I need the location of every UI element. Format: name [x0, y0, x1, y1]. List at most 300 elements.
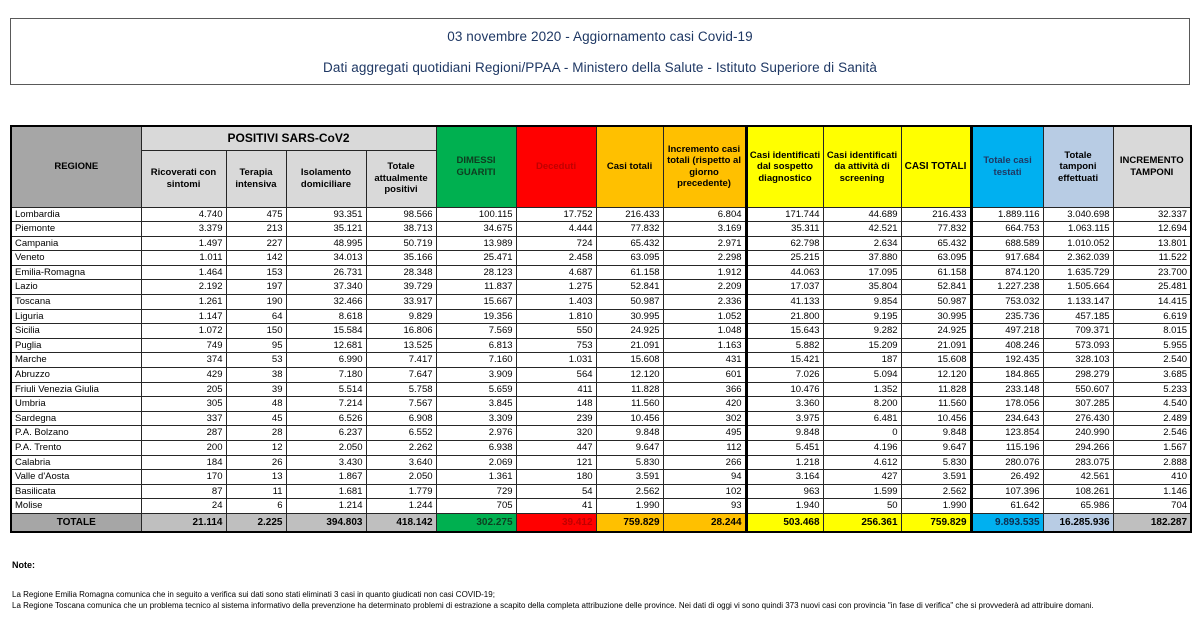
col-header-deceduti: Deceduti [516, 126, 596, 207]
value-cell: 52.841 [901, 280, 971, 295]
value-cell: 1.990 [901, 499, 971, 514]
value-cell: 50.719 [366, 236, 436, 251]
value-cell: 9.195 [823, 309, 901, 324]
value-cell: 2.976 [436, 426, 516, 441]
value-cell: 429 [141, 368, 226, 383]
region-name: Molise [11, 499, 141, 514]
col-header-totale-positivi: Totale attualmente positivi [366, 150, 436, 207]
value-cell: 320 [516, 426, 596, 441]
value-cell: 102 [663, 484, 746, 499]
value-cell: 8.200 [823, 397, 901, 412]
value-cell: 16.806 [366, 324, 436, 339]
value-cell: 107.396 [971, 484, 1043, 499]
value-cell: 12.681 [286, 338, 366, 353]
table-row [11, 207, 1191, 222]
value-cell: 2.209 [663, 280, 746, 295]
value-cell: 5.830 [901, 455, 971, 470]
value-cell: 3.360 [746, 397, 823, 412]
value-cell: 7.567 [366, 397, 436, 412]
value-cell: 294.266 [1043, 441, 1113, 456]
totale-value-cell: 394.803 [286, 513, 366, 532]
value-cell: 25.215 [746, 251, 823, 266]
value-cell: 704 [1113, 499, 1191, 514]
value-cell: 3.591 [901, 470, 971, 485]
value-cell: 1.599 [823, 484, 901, 499]
value-cell: 427 [823, 470, 901, 485]
value-cell: 2.069 [436, 455, 516, 470]
table-row [11, 484, 1191, 499]
value-cell: 50 [823, 499, 901, 514]
value-cell: 7.647 [366, 368, 436, 383]
value-cell: 550.607 [1043, 382, 1113, 397]
value-cell: 5.094 [823, 368, 901, 383]
value-cell: 200 [141, 441, 226, 456]
totale-row [11, 513, 1191, 532]
value-cell: 35.121 [286, 222, 366, 237]
region-name: Lombardia [11, 207, 141, 222]
table-row [11, 499, 1191, 514]
table-row [11, 265, 1191, 280]
value-cell: 1.063.115 [1043, 222, 1113, 237]
value-cell: 17.095 [823, 265, 901, 280]
value-cell: 19.356 [436, 309, 516, 324]
value-cell: 9.647 [596, 441, 663, 456]
value-cell: 1.275 [516, 280, 596, 295]
value-cell: 2.458 [516, 251, 596, 266]
region-name: Puglia [11, 338, 141, 353]
col-header-casi-screening: Casi identificati da attività di screening [823, 126, 901, 207]
value-cell: 1.403 [516, 295, 596, 310]
value-cell: 12.120 [901, 368, 971, 383]
value-cell: 37.880 [823, 251, 901, 266]
value-cell: 5.882 [746, 338, 823, 353]
value-cell: 408.246 [971, 338, 1043, 353]
value-cell: 25.471 [436, 251, 516, 266]
value-cell: 411 [516, 382, 596, 397]
value-cell: 178.056 [971, 397, 1043, 412]
table-row [11, 426, 1191, 441]
value-cell: 15.209 [823, 338, 901, 353]
value-cell: 495 [663, 426, 746, 441]
value-cell: 298.279 [1043, 368, 1113, 383]
value-cell: 45 [226, 411, 286, 426]
value-cell: 1.635.729 [1043, 265, 1113, 280]
value-cell: 1.072 [141, 324, 226, 339]
value-cell: 366 [663, 382, 746, 397]
value-cell: 1.031 [516, 353, 596, 368]
value-cell: 2.298 [663, 251, 746, 266]
region-name: Basilicata [11, 484, 141, 499]
value-cell: 1.052 [663, 309, 746, 324]
value-cell: 17.752 [516, 207, 596, 222]
value-cell: 65.986 [1043, 499, 1113, 514]
totale-value-cell: 256.361 [823, 513, 901, 532]
value-cell: 374 [141, 353, 226, 368]
value-cell: 34.013 [286, 251, 366, 266]
value-cell: 12.694 [1113, 222, 1191, 237]
value-cell: 3.909 [436, 368, 516, 383]
table-row [11, 441, 1191, 456]
value-cell: 2.546 [1113, 426, 1191, 441]
value-cell: 25.481 [1113, 280, 1191, 295]
value-cell: 753.032 [971, 295, 1043, 310]
value-cell: 233.148 [971, 382, 1043, 397]
value-cell: 8.015 [1113, 324, 1191, 339]
totale-label: TOTALE [11, 513, 141, 532]
value-cell: 39 [226, 382, 286, 397]
value-cell: 35.311 [746, 222, 823, 237]
value-cell: 7.180 [286, 368, 366, 383]
value-cell: 420 [663, 397, 746, 412]
value-cell: 42.521 [823, 222, 901, 237]
value-cell: 573.093 [1043, 338, 1113, 353]
value-cell: 235.736 [971, 309, 1043, 324]
value-cell: 724 [516, 236, 596, 251]
table-row [11, 251, 1191, 266]
col-header-incremento-tamponi: INCREMENTO TAMPONI [1113, 126, 1191, 207]
value-cell: 197 [226, 280, 286, 295]
value-cell: 23.700 [1113, 265, 1191, 280]
value-cell: 13.525 [366, 338, 436, 353]
value-cell: 150 [226, 324, 286, 339]
col-header-incremento-casi: Incremento casi totali (rispetto al giorno precedente) [663, 126, 746, 207]
value-cell: 2.362.039 [1043, 251, 1113, 266]
region-name: Emilia-Romagna [11, 265, 141, 280]
value-cell: 729 [436, 484, 516, 499]
value-cell: 62.798 [746, 236, 823, 251]
table-row [11, 353, 1191, 368]
value-cell: 2.336 [663, 295, 746, 310]
table-row [11, 222, 1191, 237]
value-cell: 1.464 [141, 265, 226, 280]
value-cell: 2.489 [1113, 411, 1191, 426]
value-cell: 9.647 [901, 441, 971, 456]
col-header-dimessi-guariti: DIMESSI GUARITI [436, 126, 516, 207]
value-cell: 10.456 [596, 411, 663, 426]
value-cell: 1.497 [141, 236, 226, 251]
totale-value-cell: 182.287 [1113, 513, 1191, 532]
region-name: P.A. Bolzano [11, 426, 141, 441]
value-cell: 6.619 [1113, 309, 1191, 324]
col-header-ricoverati: Ricoverati con sintomi [141, 150, 226, 207]
value-cell: 184.865 [971, 368, 1043, 383]
table-body [11, 207, 1191, 532]
value-cell: 963 [746, 484, 823, 499]
value-cell: 8.618 [286, 309, 366, 324]
value-cell: 917.684 [971, 251, 1043, 266]
value-cell: 7.026 [746, 368, 823, 383]
value-cell: 32.466 [286, 295, 366, 310]
value-cell: 874.120 [971, 265, 1043, 280]
value-cell: 3.685 [1113, 368, 1191, 383]
value-cell: 2.888 [1113, 455, 1191, 470]
value-cell: 123.854 [971, 426, 1043, 441]
value-cell: 5.233 [1113, 382, 1191, 397]
region-name: Abruzzo [11, 368, 141, 383]
value-cell: 3.845 [436, 397, 516, 412]
value-cell: 42.561 [1043, 470, 1113, 485]
value-cell: 11.828 [596, 382, 663, 397]
value-cell: 550 [516, 324, 596, 339]
value-cell: 2.050 [286, 441, 366, 456]
value-cell: 328.103 [1043, 353, 1113, 368]
value-cell: 1.681 [286, 484, 366, 499]
value-cell: 190 [226, 295, 286, 310]
value-cell: 1.133.147 [1043, 295, 1113, 310]
value-cell: 283.075 [1043, 455, 1113, 470]
region-name: Toscana [11, 295, 141, 310]
totale-value-cell: 21.114 [141, 513, 226, 532]
value-cell: 1.867 [286, 470, 366, 485]
value-cell: 2.192 [141, 280, 226, 295]
value-cell: 63.095 [596, 251, 663, 266]
col-header-casi-sospetto: Casi identificati dal sospetto diagnostico [746, 126, 823, 207]
value-cell: 35.804 [823, 280, 901, 295]
value-cell: 65.432 [901, 236, 971, 251]
value-cell: 1.227.238 [971, 280, 1043, 295]
value-cell: 4.687 [516, 265, 596, 280]
totale-value-cell: 16.285.936 [1043, 513, 1113, 532]
value-cell: 216.433 [596, 207, 663, 222]
totale-value-cell: 503.468 [746, 513, 823, 532]
value-cell: 77.832 [901, 222, 971, 237]
value-cell: 9.848 [746, 426, 823, 441]
value-cell: 12 [226, 441, 286, 456]
value-cell: 431 [663, 353, 746, 368]
value-cell: 93.351 [286, 207, 366, 222]
value-cell: 1.214 [286, 499, 366, 514]
value-cell: 3.975 [746, 411, 823, 426]
table-row [11, 309, 1191, 324]
value-cell: 5.758 [366, 382, 436, 397]
value-cell: 6.804 [663, 207, 746, 222]
value-cell: 142 [226, 251, 286, 266]
value-cell: 3.309 [436, 411, 516, 426]
value-cell: 63.095 [901, 251, 971, 266]
value-cell: 53 [226, 353, 286, 368]
value-cell: 192.435 [971, 353, 1043, 368]
value-cell: 4.444 [516, 222, 596, 237]
value-cell: 11.560 [596, 397, 663, 412]
value-cell: 170 [141, 470, 226, 485]
table-row [11, 295, 1191, 310]
region-name: Piemonte [11, 222, 141, 237]
col-header-terapia-intensiva: Terapia intensiva [226, 150, 286, 207]
value-cell: 38.713 [366, 222, 436, 237]
value-cell: 48 [226, 397, 286, 412]
table-row [11, 368, 1191, 383]
value-cell: 1.261 [141, 295, 226, 310]
value-cell: 15.608 [596, 353, 663, 368]
value-cell: 705 [436, 499, 516, 514]
value-cell: 497.218 [971, 324, 1043, 339]
value-cell: 9.829 [366, 309, 436, 324]
value-cell: 240.990 [1043, 426, 1113, 441]
value-cell: 2.050 [366, 470, 436, 485]
table-row [11, 236, 1191, 251]
value-cell: 337 [141, 411, 226, 426]
value-cell: 38 [226, 368, 286, 383]
value-cell: 108.261 [1043, 484, 1113, 499]
value-cell: 475 [226, 207, 286, 222]
title-box [10, 18, 1190, 85]
value-cell: 3.430 [286, 455, 366, 470]
value-cell: 15.584 [286, 324, 366, 339]
region-name: Lazio [11, 280, 141, 295]
value-cell: 3.379 [141, 222, 226, 237]
value-cell: 93 [663, 499, 746, 514]
value-cell: 21.800 [746, 309, 823, 324]
value-cell: 24.925 [596, 324, 663, 339]
region-name: Sicilia [11, 324, 141, 339]
value-cell: 1.163 [663, 338, 746, 353]
value-cell: 6.813 [436, 338, 516, 353]
notes-label: Note: [12, 560, 35, 570]
value-cell: 6.526 [286, 411, 366, 426]
value-cell: 216.433 [901, 207, 971, 222]
value-cell: 7.417 [366, 353, 436, 368]
value-cell: 5.451 [746, 441, 823, 456]
value-cell: 21.091 [901, 338, 971, 353]
value-cell: 234.643 [971, 411, 1043, 426]
value-cell: 2.540 [1113, 353, 1191, 368]
value-cell: 205 [141, 382, 226, 397]
bulletin-title: 03 novembre 2020 - Aggiornamento casi Covid-19 [447, 28, 753, 44]
value-cell: 11 [226, 484, 286, 499]
value-cell: 28.123 [436, 265, 516, 280]
totale-value-cell: 418.142 [366, 513, 436, 532]
value-cell: 32.337 [1113, 207, 1191, 222]
value-cell: 184 [141, 455, 226, 470]
value-cell: 5.830 [596, 455, 663, 470]
table-row [11, 411, 1191, 426]
value-cell: 239 [516, 411, 596, 426]
table-header [11, 126, 1191, 207]
table-row [11, 382, 1191, 397]
value-cell: 34.675 [436, 222, 516, 237]
totale-value-cell: 759.829 [596, 513, 663, 532]
value-cell: 4.612 [823, 455, 901, 470]
col-header-casi-totali: Casi totali [596, 126, 663, 207]
value-cell: 94 [663, 470, 746, 485]
value-cell: 28.348 [366, 265, 436, 280]
region-name: Calabria [11, 455, 141, 470]
value-cell: 5.955 [1113, 338, 1191, 353]
value-cell: 10.456 [901, 411, 971, 426]
value-cell: 280.076 [971, 455, 1043, 470]
value-cell: 410 [1113, 470, 1191, 485]
value-cell: 37.340 [286, 280, 366, 295]
value-cell: 30.995 [901, 309, 971, 324]
value-cell: 2.562 [901, 484, 971, 499]
value-cell: 35.166 [366, 251, 436, 266]
value-cell: 39.729 [366, 280, 436, 295]
value-cell: 709.371 [1043, 324, 1113, 339]
value-cell: 10.476 [746, 382, 823, 397]
value-cell: 26.492 [971, 470, 1043, 485]
value-cell: 1.147 [141, 309, 226, 324]
value-cell: 276.430 [1043, 411, 1113, 426]
value-cell: 6.237 [286, 426, 366, 441]
value-cell: 17.037 [746, 280, 823, 295]
totale-value-cell: 9.893.535 [971, 513, 1043, 532]
col-header-isolamento: Isolamento domiciliare [286, 150, 366, 207]
value-cell: 1.889.116 [971, 207, 1043, 222]
value-cell: 121 [516, 455, 596, 470]
value-cell: 13.989 [436, 236, 516, 251]
value-cell: 52.841 [596, 280, 663, 295]
value-cell: 171.744 [746, 207, 823, 222]
value-cell: 28 [226, 426, 286, 441]
table-row [11, 324, 1191, 339]
value-cell: 11.560 [901, 397, 971, 412]
table-row [11, 338, 1191, 353]
value-cell: 7.569 [436, 324, 516, 339]
value-cell: 1.810 [516, 309, 596, 324]
value-cell: 9.848 [596, 426, 663, 441]
region-name: Liguria [11, 309, 141, 324]
value-cell: 664.753 [971, 222, 1043, 237]
region-name: Umbria [11, 397, 141, 412]
value-cell: 305 [141, 397, 226, 412]
value-cell: 5.659 [436, 382, 516, 397]
value-cell: 44.063 [746, 265, 823, 280]
value-cell: 0 [823, 426, 901, 441]
table-row [11, 397, 1191, 412]
value-cell: 1.218 [746, 455, 823, 470]
value-cell: 115.196 [971, 441, 1043, 456]
value-cell: 11.828 [901, 382, 971, 397]
region-name: P.A. Trento [11, 441, 141, 456]
value-cell: 50.987 [901, 295, 971, 310]
note-toscana: La Regione Toscana comunica che un problema tecnico al sistema informativo della prevenzione ha determinato problemi di estrazione a scapito della completa attribuzione delle province. Nei dati di oggi vi sono quindi 373 nuovi casi con provincia "in fase di verifica" che si provvederà ad attribuire domani. [12, 601, 1094, 610]
value-cell: 3.640 [366, 455, 436, 470]
value-cell: 61.642 [971, 499, 1043, 514]
value-cell: 287 [141, 426, 226, 441]
value-cell: 61.158 [901, 265, 971, 280]
covid-data-table [10, 125, 1192, 533]
value-cell: 1.940 [746, 499, 823, 514]
value-cell: 307.285 [1043, 397, 1113, 412]
value-cell: 302 [663, 411, 746, 426]
region-name: Veneto [11, 251, 141, 266]
value-cell: 5.514 [286, 382, 366, 397]
value-cell: 26 [226, 455, 286, 470]
value-cell: 6.481 [823, 411, 901, 426]
table-row [11, 470, 1191, 485]
value-cell: 7.160 [436, 353, 516, 368]
value-cell: 30.995 [596, 309, 663, 324]
value-cell: 95 [226, 338, 286, 353]
value-cell: 1.048 [663, 324, 746, 339]
value-cell: 64 [226, 309, 286, 324]
value-cell: 1.146 [1113, 484, 1191, 499]
totale-value-cell: 39.412 [516, 513, 596, 532]
value-cell: 65.432 [596, 236, 663, 251]
value-cell: 3.169 [663, 222, 746, 237]
value-cell: 4.540 [1113, 397, 1191, 412]
value-cell: 48.995 [286, 236, 366, 251]
region-name: Campania [11, 236, 141, 251]
value-cell: 6.908 [366, 411, 436, 426]
value-cell: 1.244 [366, 499, 436, 514]
value-cell: 9.282 [823, 324, 901, 339]
value-cell: 50.987 [596, 295, 663, 310]
col-header-regione: REGIONE [11, 126, 141, 207]
value-cell: 24 [141, 499, 226, 514]
value-cell: 6.990 [286, 353, 366, 368]
bulletin-subtitle: Dati aggregati quotidiani Regioni/PPAA - Ministero della Salute - Istituto Superiore di Sanità [323, 59, 877, 75]
